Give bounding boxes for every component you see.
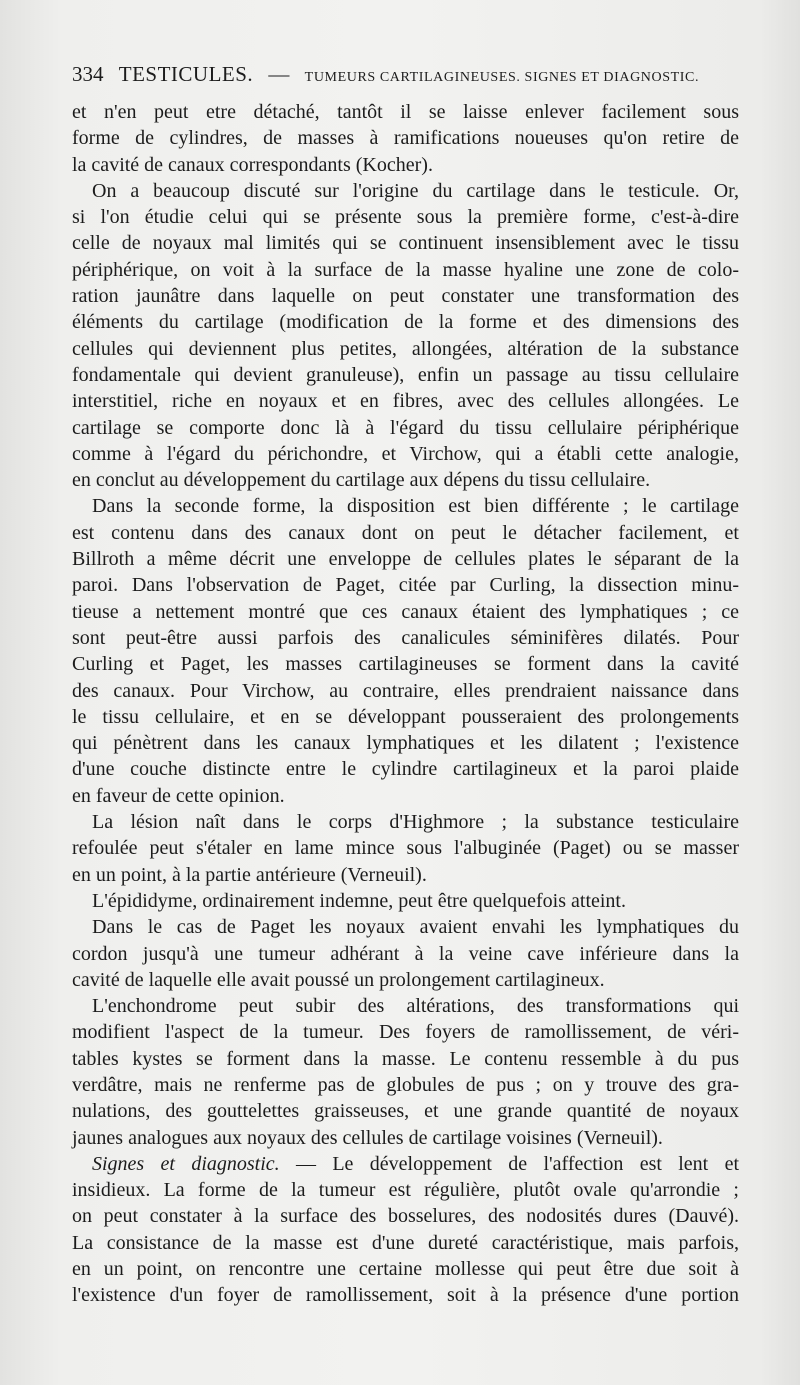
body-text — [72, 99, 739, 1309]
text-line: insidieux. La forme de la tumeur est régulière, plutôt ovale qu'arrondie ; — [72, 1179, 739, 1202]
text-line: en un point, on rencontre une certaine mollesse qui peut être due soit à — [72, 1258, 739, 1281]
line-text: — Le développement de l'affection est lent et — [296, 1152, 740, 1175]
text-line: en conclut au développement du cartilage aux dépens du tissu cellulaire. — [72, 469, 651, 492]
text-line: interstitiel, riche en noyaux et en fibres, avec des cellules allongées. Le — [72, 390, 739, 413]
running-header — [72, 60, 742, 92]
text-line: L'épididyme, ordinairement indemne, peut être quelquefois atteint. — [92, 889, 626, 912]
text-line: en faveur de cette opinion. — [72, 784, 285, 807]
text-line: si l'on étudie celui qui se présente sous la première forme, c'est-à-dire — [72, 206, 739, 229]
text-line: La consistance de la masse est d'une dureté caractéristique, mais parfois, — [72, 1231, 739, 1254]
text-line: éléments du cartilage (modification de la forme et des dimensions des — [72, 311, 739, 334]
text-line: paroi. Dans l'observation de Paget, citée par Curling, la dissection minu- — [72, 574, 739, 597]
text-line: jaunes analogues aux noyaux des cellules de cartilage voisines (Verneuil). — [72, 1126, 663, 1149]
text-line: Dans le cas de Paget les noyaux avaient envahi les lymphatiques du — [92, 916, 739, 939]
text-line: sont peut-être aussi parfois des canalicules séminifères dilatés. Pour — [72, 626, 739, 649]
text-line: la cavité de canaux correspondants (Kocher). — [72, 153, 433, 176]
text-line: on peut constater à la surface des bosselures, des nodosités dures (Dauvé). — [72, 1205, 739, 1228]
text-line: comme à l'égard du périchondre, et Virchow, qui a établi cette analogie, — [72, 442, 739, 465]
section-heading: Signes et diagnostic. — [92, 1152, 280, 1175]
text-line: nulations, des gouttelettes graisseuses, et une grande quantité de noyaux — [72, 1100, 739, 1123]
text-line: L'enchondrome peut subir des altérations, des transformations qui — [92, 995, 739, 1018]
text-line: cavité de laquelle elle avait poussé un prolongement cartilagineux. — [72, 968, 605, 991]
text-line: périphérique, on voit à la surface de la masse hyaline une zone de colo- — [72, 258, 739, 281]
text-line: La lésion naît dans le corps d'Highmore ; la substance testiculaire — [92, 811, 739, 834]
text-line: d'une couche distincte entre le cylindre cartilagineux et la paroi plaide — [72, 758, 739, 781]
text-line: cartilage se comporte donc là à l'égard du tissu cellulaire périphérique — [72, 416, 739, 439]
text-line: qui pénètrent dans les canaux lymphatiques et les dilatent ; l'existence — [72, 732, 739, 755]
text-line: fondamentale qui devient granuleuse), enfin un passage au tissu cellulaire — [72, 363, 739, 386]
text-line: l'existence d'un foyer de ramollissement, soit à la présence d'une portion — [72, 1284, 739, 1307]
header-subtitle: TUMEURS CARTILAGINEUSES. SIGNES ET DIAGNOSTIC. — [304, 70, 700, 85]
text-line: en un point, à la partie antérieure (Verneuil). — [72, 863, 427, 886]
text-line: forme de cylindres, de masses à ramifications noueuses qu'on retire de — [72, 127, 739, 150]
text-line: cordon jusqu'à une tumeur adhérant à la veine cave inférieure dans la — [72, 942, 739, 965]
text-line: des canaux. Pour Virchow, au contraire, elles prendraient naissance dans — [72, 679, 739, 702]
text-line: celle de noyaux mal limités qui se continuent insensiblement avec le tissu — [72, 232, 739, 255]
text-line: modifient l'aspect de la tumeur. Des foyers de ramollissement, de véri- — [72, 1021, 739, 1044]
page-number: 334 — [72, 62, 104, 86]
text-line: et n'en peut etre détaché, tantôt il se laisse enlever facilement sous — [72, 101, 739, 123]
text-line: On a beaucoup discuté sur l'origine du cartilage dans le testicule. Or, — [92, 179, 739, 202]
text-line: ration jaunâtre dans laquelle on peut constater une transformation des — [72, 285, 739, 308]
text-line: refoulée peut s'étaler en lame mince sous l'albuginée (Paget) ou se masser — [72, 837, 739, 860]
header-dash: — — [268, 62, 290, 86]
text-line — [72, 1151, 739, 1177]
text-line: tieuse a nettement montré que ces canaux étaient des lymphatiques ; ce — [72, 600, 739, 623]
text-line: verdâtre, mais ne renferme pas de globules de pus ; on y trouve des gra- — [72, 1073, 739, 1096]
header-title: TESTICULES. — [118, 62, 254, 86]
text-line: Dans la seconde forme, la disposition est bien différente ; le cartilage — [92, 495, 739, 518]
text-line: est contenu dans des canaux dont on peut le détacher facilement, et — [72, 521, 739, 544]
text-line: cellules qui deviennent plus petites, allongées, altération de la substance — [72, 337, 739, 360]
text-line: tables kystes se forment dans la masse. Le contenu ressemble à du pus — [72, 1047, 739, 1070]
text-line: Billroth a même décrit une enveloppe de cellules plates le séparant de la — [72, 548, 739, 571]
text-line: Curling et Paget, les masses cartilagineuses se forment dans la cavité — [72, 653, 739, 676]
text-line: le tissu cellulaire, et en se développant pousseraient des prolongements — [72, 705, 739, 728]
